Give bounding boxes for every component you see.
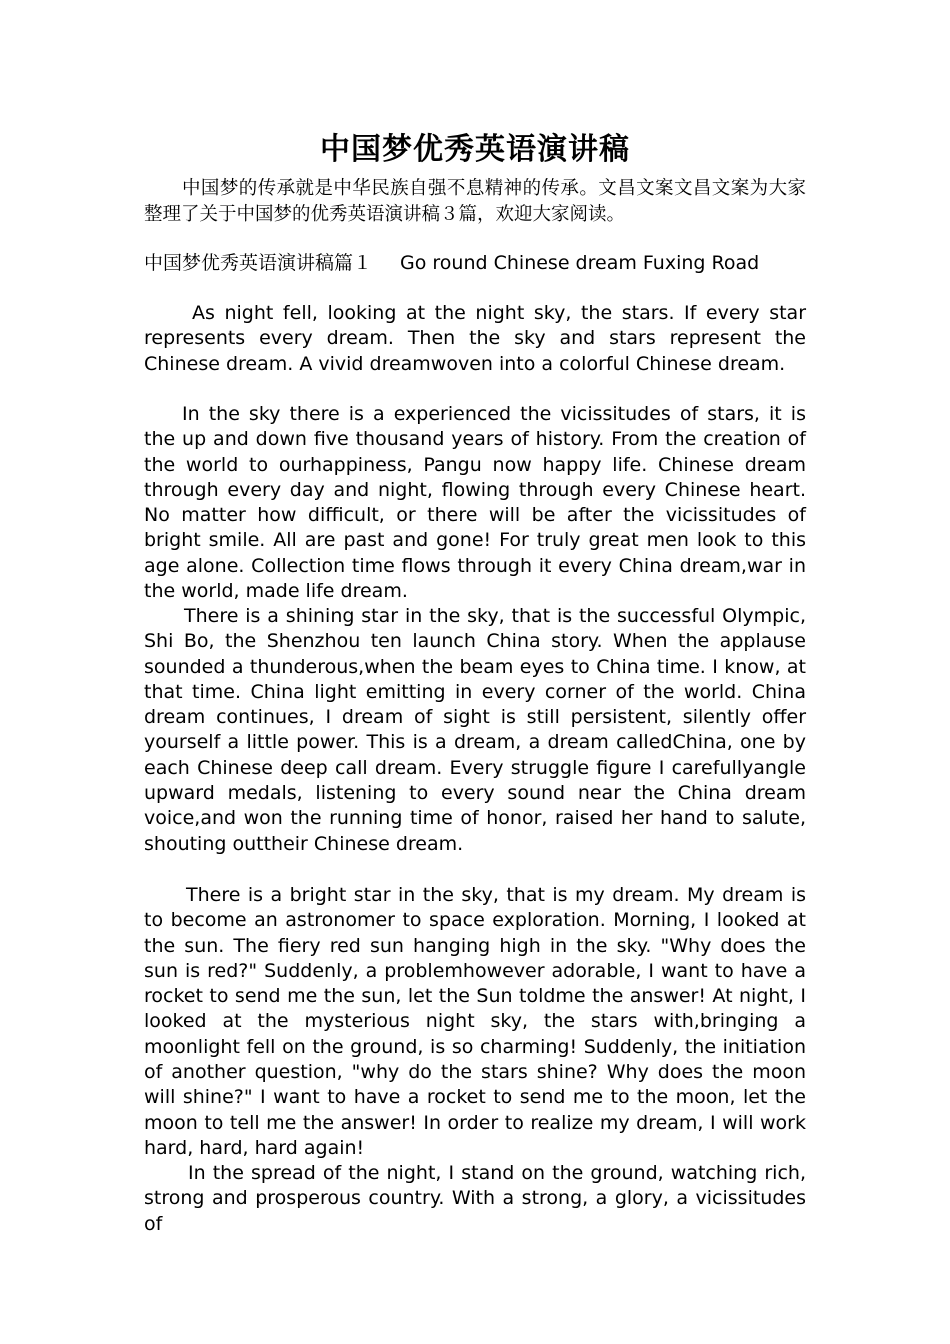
section-title: Go round Chinese dream Fuxing Road [400,252,760,274]
section-heading [144,250,806,276]
body-paragraph-5: In the spread of the night, I stand on the ground, watching rich, strong and prosperous country. With a strong, a glory, a vicissitudes of [144,1162,806,1235]
page-title: 中国梦优秀英语演讲稿 [320,132,630,167]
body-paragraph-1: As night fell, looking at the night sky, the stars. If every star represents every dream. Then the sky and stars represent the Chinese dream. A vivid dreamwoven into a colorful Chinese dream. [144,302,806,375]
intro-paragraph: 中国梦的传承就是中华民族自强不息精神的传承。文昌文案文昌文案为大家整理了关于中国梦的优秀英语演讲稿３篇，欢迎大家阅读。 [144,178,806,225]
body-paragraph-3: There is a shining star in the sky, that is the successful Olympic, Shi Bo, the Shenzhou ten launch China story. When the applause sounded a thunderous,when the beam eyes to China time. I know, at that time. China light emitting in every corner of the world. China dream continues, I dream of sight is still persistent, silently offer yourself a little power. This is a dream, a dream calledChina, one by each Chinese deep call dream. Every struggle figure I carefullyangle upward medals, listening to every sound near the China dream voice,and won the running time of honor, raised her hand to salute, shouting outtheir Chinese dream. [144,605,806,855]
section-label: 中国梦优秀英语演讲稿篇１ [144,252,373,274]
body-paragraph-4: There is a bright star in the sky, that is my dream. My dream is to become an astronomer to space exploration. Morning, I looked at the sun. The fiery red sun hanging high in the sky. "Why does the sun is red?" Suddenly, a problemhowever adorable, I want to have a rocket to send me the sun, let the Sun toldme the answer! At night, I looked at the mysterious night sky, the stars with,bringing a moonlight fell on the ground, is so charming! Suddenly, the initiation of another question, "why do the stars shine? Why does the moon will shine?" I want to have a rocket to send me to the moon, let the moon to tell me the answer! In order to realize my dream, I will work hard, hard, hard again! [144,884,806,1159]
body-paragraph-2: In the sky there is a experienced the vicissitudes of stars, it is the up and down five thousand years of history. From the creation of the world to ourhappiness, Pangu now happy life. Chinese dream through every day and night, flowing through every Chinese heart. No matter how difficult, or there will be after the vicissitudes of bright smile. All are past and gone! For truly great men look to this age alone. Collection time flows through it every China dream,war in the world, made life dream. [144,403,806,603]
